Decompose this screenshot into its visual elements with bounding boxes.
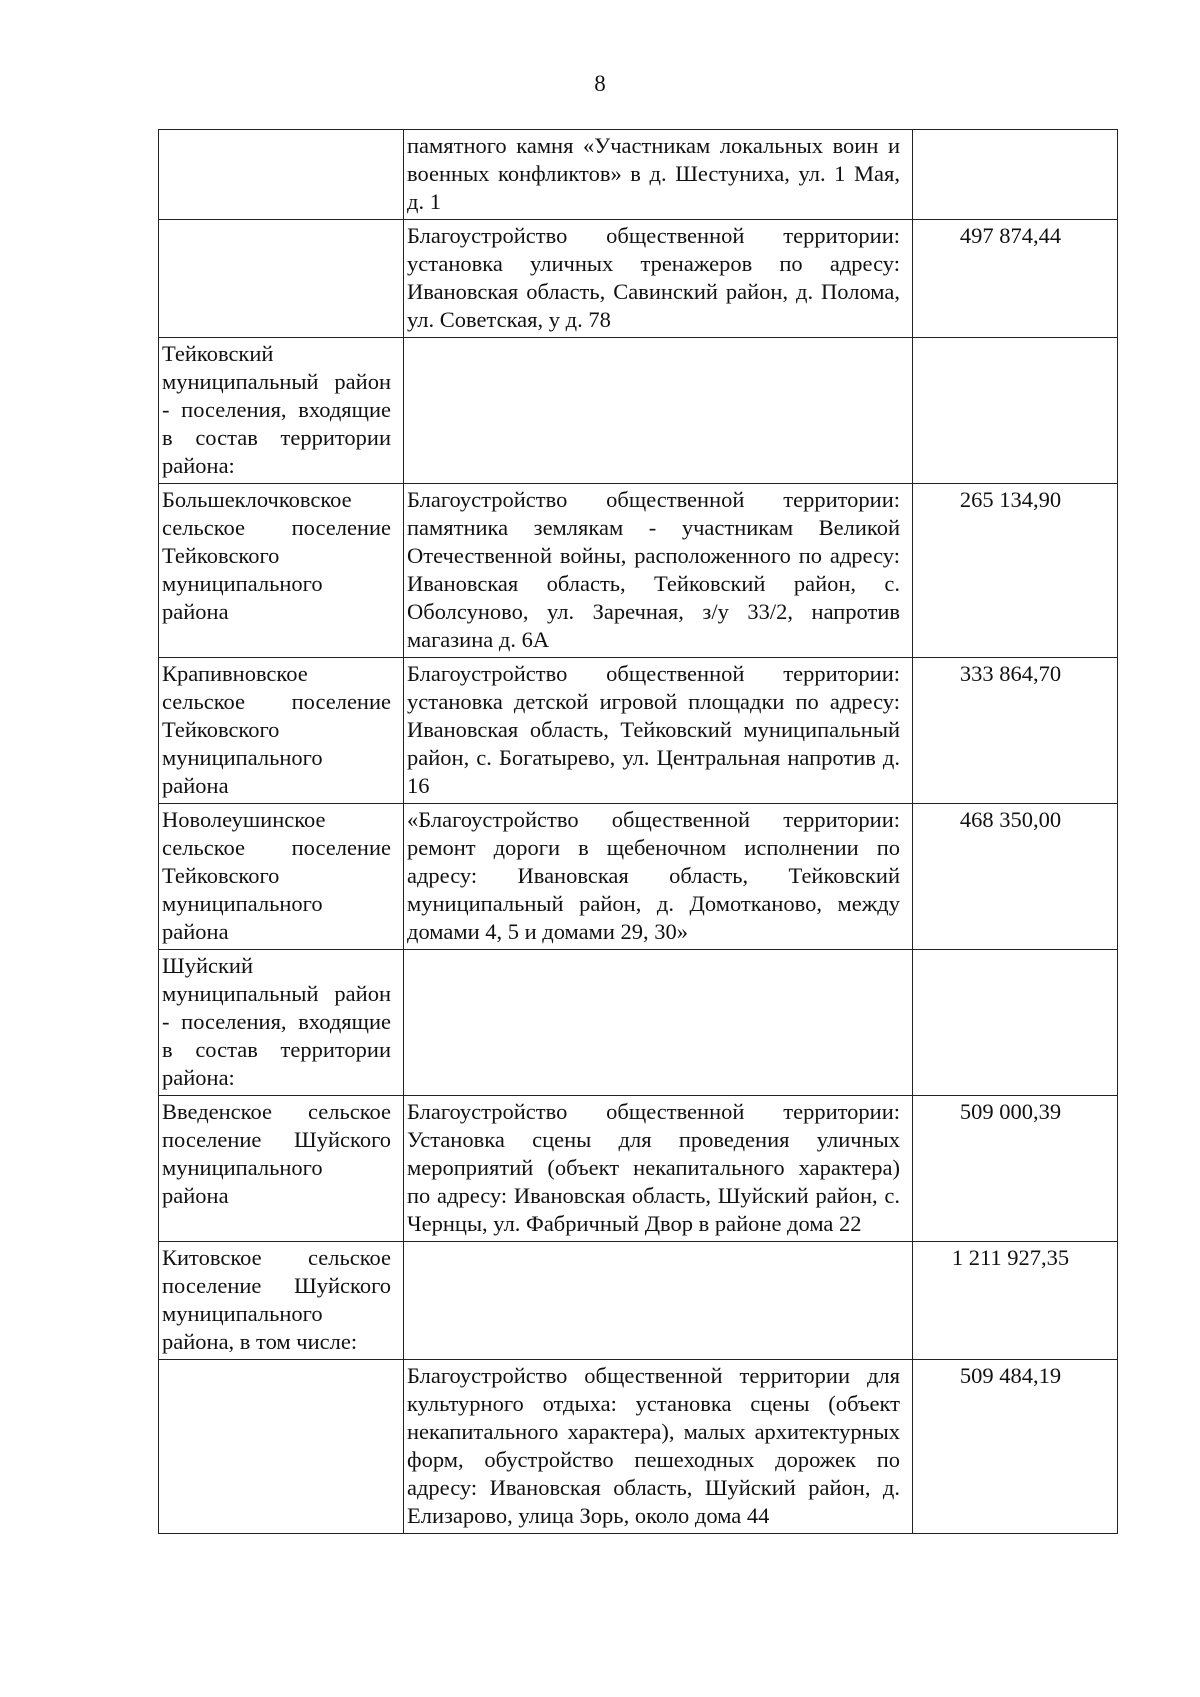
table-row	[159, 1242, 1118, 1360]
project-description-cell: Благоустройство общественной территории: установка уличных тренажеров по адресу: Ивановская область, Савинский район, д. Полома, ул. Советская, у д. 78	[404, 220, 913, 338]
settlement-name-cell: Шуйский муниципальный район - поселения, входящие в состав территории района:	[159, 950, 404, 1096]
project-description-cell	[404, 338, 913, 484]
project-description-cell	[404, 1242, 913, 1360]
table-row	[159, 1096, 1118, 1242]
amount-cell: 1 211 927,35	[913, 1242, 1118, 1360]
table-row	[159, 1360, 1118, 1534]
project-description-cell: Благоустройство общественной территории: памятника землякам - участникам Великой Отечественной войны, расположенного по адресу: Ивановская область, Тейковский район, с. Оболсуново, ул. Заречная, з/у 33/2, напротив магазина д. 6А	[404, 484, 913, 658]
settlement-name-cell: Китовское сельское поселение Шуйского муниципального района, в том числе:	[159, 1242, 404, 1360]
table-row	[159, 220, 1118, 338]
project-description-cell: Благоустройство общественной территории: установка детской игровой площадки по адресу: Ивановская область, Тейковский муниципальный район, с. Богатырево, ул. Центральная напротив д. 16	[404, 658, 913, 804]
amount-cell: 509 000,39	[913, 1096, 1118, 1242]
settlement-name-cell: Крапивновское сельское поселение Тейковского муниципального района	[159, 658, 404, 804]
table-row	[159, 484, 1118, 658]
table-row	[159, 658, 1118, 804]
amount-cell: 333 864,70	[913, 658, 1118, 804]
table-row	[159, 130, 1118, 220]
table-row	[159, 950, 1118, 1096]
settlement-name-cell: Введенское сельское поселение Шуйского муниципального района	[159, 1096, 404, 1242]
amount-cell: 497 874,44	[913, 220, 1118, 338]
amount-cell: 509 484,19	[913, 1360, 1118, 1534]
amount-cell	[913, 338, 1118, 484]
settlement-name-cell: Новолеушинское сельское поселение Тейковского муниципального района	[159, 804, 404, 950]
amount-cell	[913, 130, 1118, 220]
table-row	[159, 804, 1118, 950]
settlement-name-cell	[159, 220, 404, 338]
amount-cell: 468 350,00	[913, 804, 1118, 950]
settlement-name-cell	[159, 1360, 404, 1534]
project-description-cell: памятного камня «Участникам локальных воин и военных конфликтов» в д. Шестуниха, ул. 1 Мая, д. 1	[404, 130, 913, 220]
page-number: 8	[594, 71, 606, 96]
settlement-name-cell: Тейковский муниципальный район - поселения, входящие в состав территории района:	[159, 338, 404, 484]
settlement-name-cell	[159, 130, 404, 220]
settlement-name-cell: Большеклочковское сельское поселение Тейковского муниципального района	[159, 484, 404, 658]
project-description-cell: «Благоустройство общественной территории: ремонт дороги в щебеночном исполнении по адресу: Ивановская область, Тейковский муниципальный район, д. Домотканово, между домами 4, 5 и домами 29, 30»	[404, 804, 913, 950]
project-description-cell: Благоустройство общественной территории для культурного отдыха: установка сцены (объект некапитального характера), малых архитектурных форм, обустройство пешеходных дорожек по адресу: Ивановская область, Шуйский район, д. Елизарово, улица Зорь, около дома 44	[404, 1360, 913, 1534]
amount-cell: 265 134,90	[913, 484, 1118, 658]
funding-table	[158, 129, 1118, 1534]
project-description-cell: Благоустройство общественной территории: Установка сцены для проведения уличных мероприятий (объект некапитального характера) по адресу: Ивановская область, Шуйский район, с. Чернцы, ул. Фабричный Двор в районе дома 22	[404, 1096, 913, 1242]
project-description-cell	[404, 950, 913, 1096]
amount-cell	[913, 950, 1118, 1096]
table-row	[159, 338, 1118, 484]
